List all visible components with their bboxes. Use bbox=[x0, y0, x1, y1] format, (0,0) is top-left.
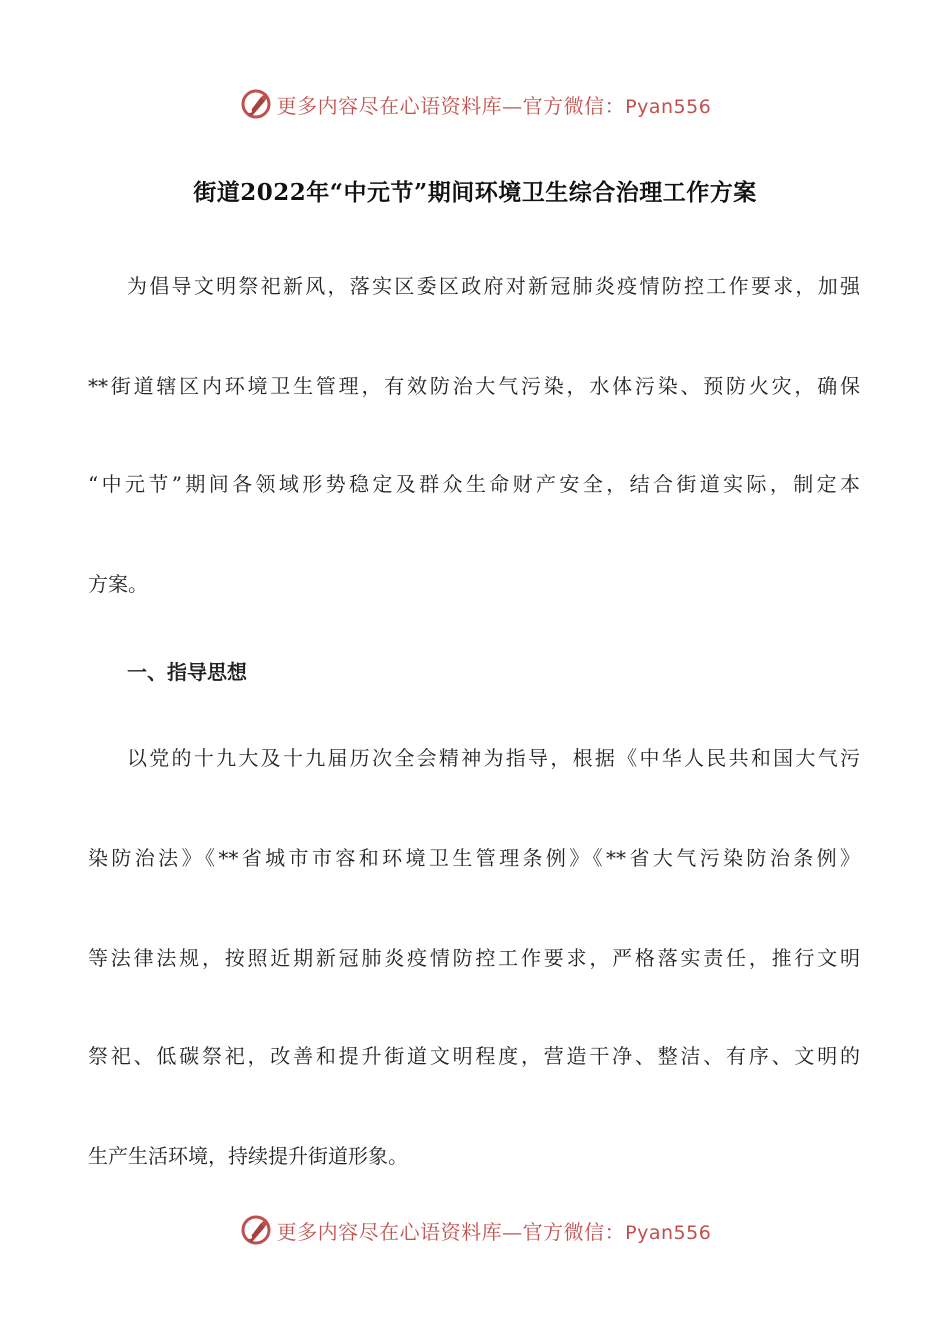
pen-nib-logo-icon bbox=[239, 1213, 273, 1247]
watermark-banner-top bbox=[0, 84, 950, 124]
paragraph-line: “中元节”期间各领域形势稳定及群众生命财产安全，结合街道实际，制定本 bbox=[88, 472, 860, 496]
paragraph-line: 以党的十九大及十九届历次全会精神为指导，根据《中华人民共和国大气污 bbox=[127, 746, 860, 770]
section-heading: 一、指导思想 bbox=[127, 660, 247, 684]
paragraph-line: 等法律法规，按照近期新冠肺炎疫情防控工作要求，严格落实责任，推行文明 bbox=[88, 946, 860, 970]
watermark-text: 更多内容尽在心语资料库—官方微信：Pyan556 bbox=[276, 93, 712, 118]
paragraph-line: 祭祀、低碳祭祀，改善和提升街道文明程度，营造干净、整洁、有序、文明的 bbox=[88, 1044, 860, 1068]
watermark-text: 更多内容尽在心语资料库—官方微信：Pyan556 bbox=[276, 1219, 712, 1244]
paragraph-line: 为倡导文明祭祀新风，落实区委区政府对新冠肺炎疫情防控工作要求，加强 bbox=[127, 274, 860, 298]
paragraph-line: 生产生活环境，持续提升街道形象。 bbox=[88, 1144, 408, 1168]
pen-nib-logo-icon bbox=[239, 87, 273, 121]
watermark-banner-bottom bbox=[0, 1210, 950, 1250]
document-title: 街道2022年“中元节”期间环境卫生综合治理工作方案 bbox=[193, 179, 757, 206]
paragraph-line: 方案。 bbox=[88, 572, 148, 596]
paragraph-line: 染防治法》《**省城市市容和环境卫生管理条例》《**省大气污染防治条例》 bbox=[88, 846, 860, 870]
paragraph-line: **街道辖区内环境卫生管理，有效防治大气污染，水体污染、预防火灾，确保 bbox=[88, 374, 860, 398]
